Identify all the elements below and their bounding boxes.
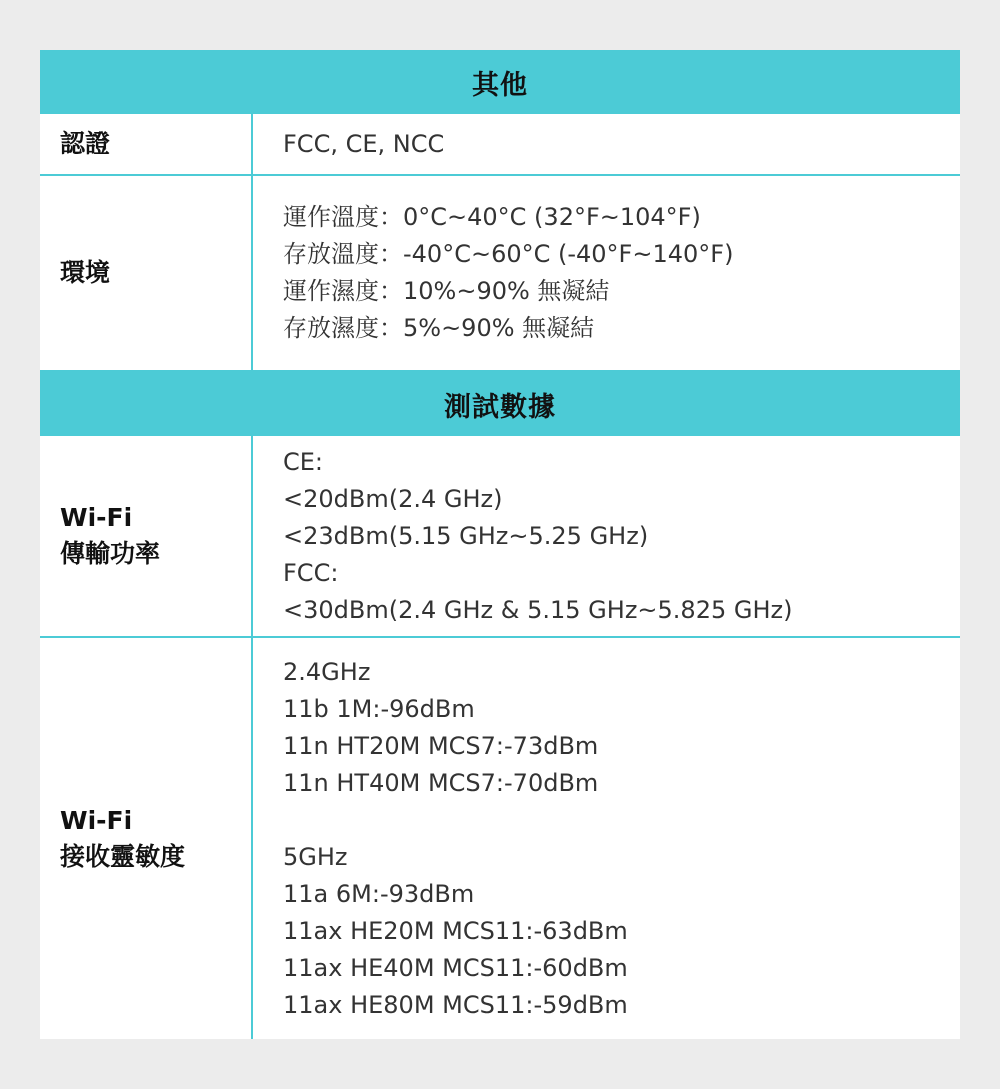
rx-sensitivity-line: 11n HT20M MCS7:-73dBm	[283, 731, 599, 760]
rx-sensitivity-spacer	[283, 802, 960, 839]
certification-label	[40, 114, 253, 174]
rx-sensitivity-line: 5GHz	[283, 842, 348, 871]
certification-label-text: 認證	[60, 129, 111, 158]
tx-power-label	[40, 436, 253, 636]
tx-power-line: <23dBm(5.15 GHz~5.25 GHz)	[283, 521, 649, 550]
rx-sensitivity-line: 2.4GHz	[283, 657, 371, 686]
environment-line: 存放溫度：-40°C~60°C (-40°F~140°F)	[283, 240, 734, 268]
row-wifi-tx-power	[40, 436, 960, 638]
rx-sensitivity-line: 11ax HE40M MCS11:-60dBm	[283, 953, 628, 982]
section-header-test-data: 測試數據	[40, 372, 960, 436]
environment-label-text: 環境	[60, 258, 111, 287]
tx-power-line: FCC:	[283, 558, 339, 587]
certification-value: FCC, CE, NCC	[283, 129, 445, 158]
tx-power-label-line1: Wi-Fi	[60, 503, 133, 532]
rx-sensitivity-line: 11n HT40M MCS7:-70dBm	[283, 768, 599, 797]
rx-sensitivity-label-line2: 接收靈敏度	[60, 841, 186, 871]
tx-power-label-line2: 傳輸功率	[60, 539, 161, 568]
section-header-other: 其他	[40, 50, 960, 114]
row-environment	[40, 176, 960, 372]
spec-table	[40, 50, 960, 1039]
tx-power-line: CE:	[283, 447, 324, 476]
rx-sensitivity-line: 11a 6M:-93dBm	[283, 879, 475, 908]
environment-line: 存放濕度：5%~90% 無凝結	[283, 314, 595, 342]
environment-line: 運作濕度：10%~90% 無凝結	[283, 277, 610, 305]
tx-power-line: <30dBm(2.4 GHz & 5.15 GHz~5.825 GHz)	[283, 595, 793, 624]
environment-label	[40, 176, 253, 370]
environment-value-cell	[253, 176, 960, 370]
tx-power-value-cell	[253, 436, 960, 636]
rx-sensitivity-line: 11ax HE20M MCS11:-63dBm	[283, 916, 628, 945]
rx-sensitivity-label-line1: Wi-Fi	[60, 805, 133, 835]
rx-sensitivity-label	[40, 638, 253, 1039]
environment-line: 運作溫度：0°C~40°C (32°F~104°F)	[283, 203, 701, 231]
rx-sensitivity-line: 11b 1M:-96dBm	[283, 694, 475, 723]
rx-sensitivity-line: 11ax HE80M MCS11:-59dBm	[283, 990, 628, 1019]
row-certification	[40, 114, 960, 176]
rx-sensitivity-value-cell	[253, 638, 960, 1039]
certification-value-cell	[253, 114, 960, 174]
tx-power-line: <20dBm(2.4 GHz)	[283, 484, 503, 513]
row-wifi-rx-sensitivity	[40, 638, 960, 1039]
